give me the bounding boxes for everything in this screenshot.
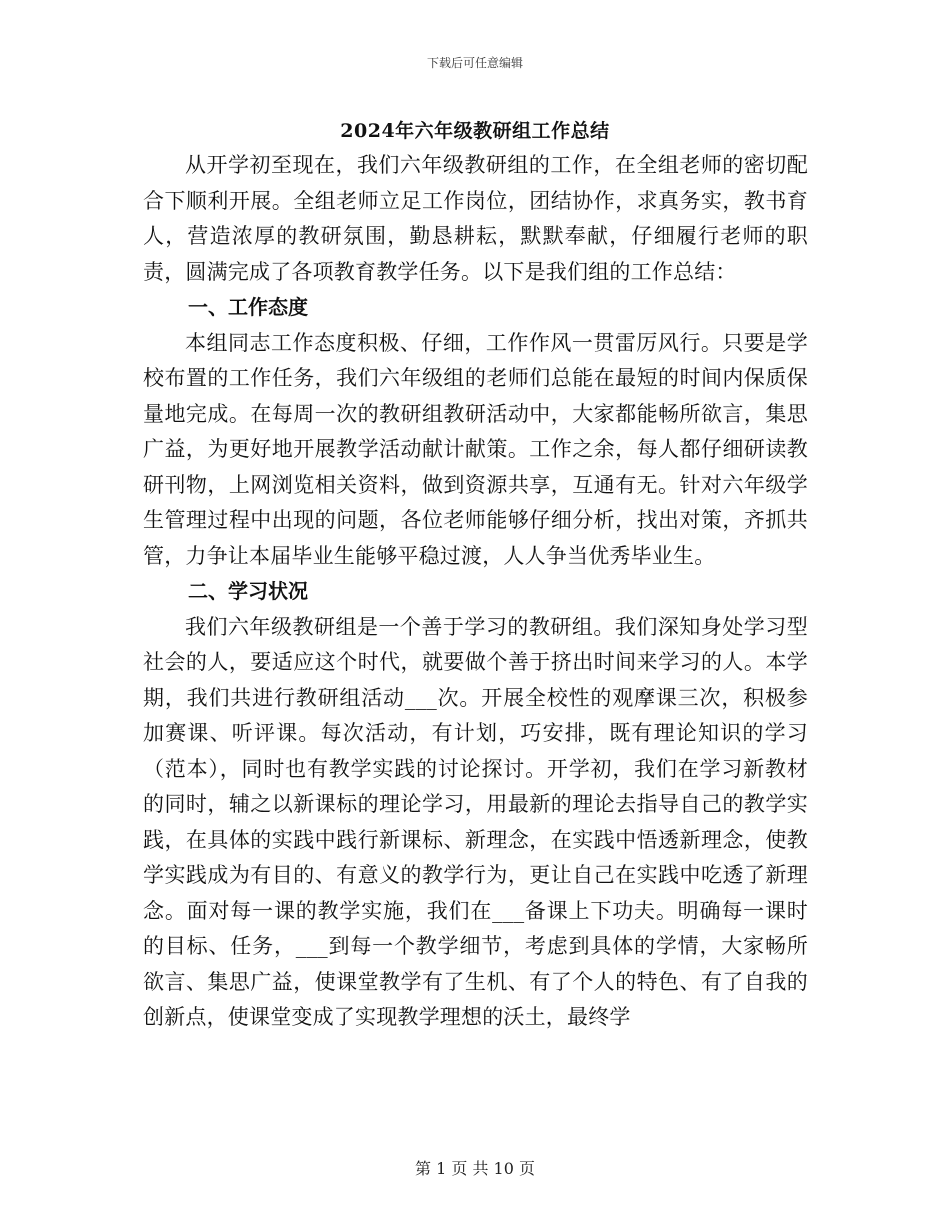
document-body [143, 148, 808, 1036]
header-note: 下载后可任意编辑 [426, 56, 523, 70]
document-title: 2024年六年级教研组工作总结 [340, 120, 610, 142]
section-paragraph: 我们六年级教研组是一个善于学习的教研组。我们深知身处学习型社会的人，要适应这个时代，就要做个善于挤出时间来学习的人。本学期，我们共进行教研组活动___次。开展全校性的观摩课三次，积极参加赛课、听评课。每次活动，有计划，巧安排，既有理论知识的学习（范本），同时也有教学实践的讨论探讨。开学初，我们在学习新教材的同时，辅之以新课标的理论学习，用最新的理论去指导自己的教学实践，在具体的实践中践行新课标、新理念，在实践中悟透新理念，使教学实践成为有目的、有意义的教学行为，更让自己在实践中吃透了新理念。面对每一课的教学实施，我们在___备课上下功夫。明确每一课时的目标、任务，___到每一个教学细节，考虑到具体的学情，大家畅所欲言、集思广益，使课堂教学有了生机、有了个人的特色、有了自我的创新点，使课堂变成了实现教学理想的沃土，最终学 [143, 614, 808, 1029]
section-heading: 二、学习状况 [188, 579, 308, 603]
intro-paragraph: 从开学初至现在，我们六年级教研组的工作，在全组老师的密切配合下顺利开展。全组老师立足工作岗位，团结协作，求真务实，教书育人，营造浓厚的教研氛围，勤恳耕耘，默默奉献，仔细履行老师的职责，圆满完成了各项教育教学任务。以下是我们组的工作总结： [143, 153, 808, 284]
section-study-status [143, 574, 808, 1036]
section-paragraph: 本组同志工作态度积极、仔细，工作作风一贯雷厉风行。只要是学校布置的工作任务，我们六年级组的老师们总能在最短的时间内保质保量地完成。在每周一次的教研组教研活动中，大家都能畅所欲言，集思广益，为更好地开展教学活动献计献策。工作之余，每人都仔细研读教研刊物，上网浏览相关资料，做到资源共享，互通有无。针对六年级学生管理过程中出现的问题，各位老师能够仔细分析，找出对策，齐抓共管，力争让本届毕业生能够平稳过渡，人人争当优秀毕业生。 [143, 330, 808, 568]
section-work-attitude [143, 290, 808, 574]
page-indicator: 第 1 页 共 10 页 [415, 1159, 535, 1178]
section-heading: 一、工作态度 [188, 295, 308, 319]
